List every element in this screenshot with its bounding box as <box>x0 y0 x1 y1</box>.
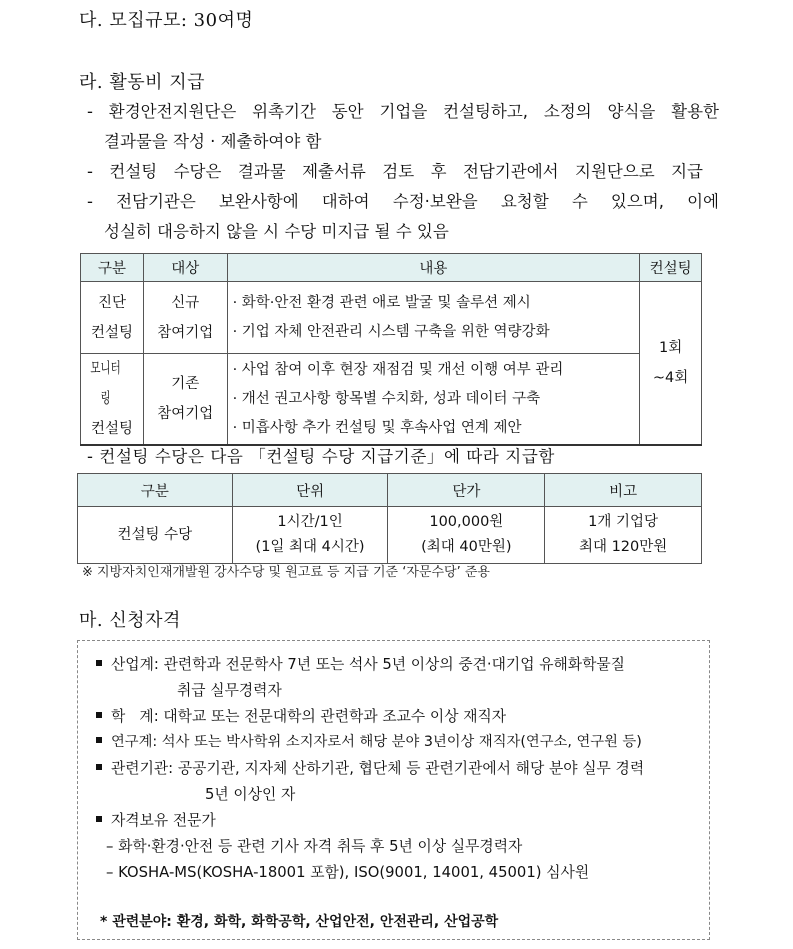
content-item: · 기업 자체 안전관리 시스템 구축을 위한 역량강화 <box>232 323 550 340</box>
content-item: · 화학·안전 환경 관련 애로 발굴 및 솔루션 제시 <box>232 294 531 311</box>
section-ra-title: 라. 활동비 지급 <box>79 72 205 93</box>
eligibility-item-institution-cont: 5년 이상인 자 <box>205 786 296 803</box>
frequency-line2: ~4회 <box>652 370 689 386</box>
type-line2: 컨설팅 <box>90 324 133 341</box>
header-frequency: 컨설팅 <box>640 254 702 282</box>
row-content <box>227 354 640 446</box>
fee-category: 컨설팅 수당 <box>78 507 233 564</box>
consulting-table <box>80 253 702 446</box>
type-line1: 모니터링 <box>90 361 121 407</box>
row-target <box>143 282 227 354</box>
fee-unit <box>232 507 388 564</box>
header-unit: 단위 <box>232 474 388 507</box>
content-item: · 미흡사항 추가 컨설팅 및 후속사업 연계 제안 <box>232 419 522 436</box>
price-line1: 100,000원 <box>429 514 504 530</box>
eligibility-box <box>77 640 710 940</box>
eligibility-item-industry-cont: 취급 실무경력자 <box>177 682 282 699</box>
item-text: 연구계: 석사 또는 박사학위 소지자로서 해당 분야 3년이상 재직자(연구소, 연구원 등) <box>111 734 642 750</box>
section-ma-title: 마. 신청자격 <box>79 610 181 631</box>
row-content <box>227 282 640 354</box>
type-line2: 컨설팅 <box>90 421 133 437</box>
target-line1: 기존 <box>171 376 200 392</box>
fee-intro: - 컨설팅 수당은 다음 「컨설팅 수당 지급기준」에 따라 지급함 <box>87 447 555 466</box>
fee-table <box>77 473 702 564</box>
bullet-1-line2: 결과물을 작성 · 제출하여야 함 <box>104 132 322 151</box>
header-price: 단가 <box>388 474 545 507</box>
header-note: 비고 <box>545 474 702 507</box>
bullet-2-line1: - 컨설팅 수당은 결과물 제출서류 검토 후 전담기관에서 지원단으로 지급 <box>87 162 703 181</box>
related-fields: * 관련분야: 환경, 화학, 화학공학, 산업안전, 안전관리, 산업공학 <box>100 914 499 930</box>
fee-note <box>545 507 702 564</box>
bullet-3-line2: 성실히 대응하지 않을 시 수당 미지급 될 수 있음 <box>104 222 449 241</box>
note-line1: 1개 기업당 <box>588 514 659 530</box>
item-text: 학 계: 대학교 또는 전문대학의 관련학과 조교수 이상 재직자 <box>111 708 507 725</box>
certified-sub-item: – KOSHA-MS(KOSHA-18001 포함), ISO(9001, 14001, 45001) 심사원 <box>106 864 590 881</box>
frequency-cell <box>640 282 702 446</box>
note-line2: 최대 120만원 <box>578 539 668 555</box>
consulting-table-header <box>81 254 702 282</box>
square-bullet-icon <box>96 737 102 743</box>
eligibility-item-academia <box>96 705 506 726</box>
table-row <box>81 282 702 354</box>
header-category: 구분 <box>81 254 144 282</box>
eligibility-item-certified <box>96 809 216 830</box>
row-target <box>143 354 227 446</box>
frequency-line1: 1회 <box>658 340 683 356</box>
price-line2: (최대 40만원) <box>421 539 512 555</box>
fee-price <box>388 507 545 564</box>
table-row <box>78 507 702 564</box>
item-text: 관련기관: 공공기관, 지자체 산하기관, 협단체 등 관련기관에서 해당 분야 실무 경력 <box>111 760 645 777</box>
content-item: · 개선 권고사항 항목별 수치화, 성과 데이터 구축 <box>232 390 541 407</box>
target-line2: 참여기업 <box>157 406 214 422</box>
header-category: 구분 <box>78 474 233 507</box>
eligibility-item-institution <box>96 757 644 778</box>
type-line1: 진단 <box>97 294 126 311</box>
content-item: · 사업 참여 이후 현장 재점검 및 개선 이행 여부 관리 <box>232 361 564 378</box>
section-da-title: 다. 모집규모: 30여명 <box>79 10 254 31</box>
square-bullet-icon <box>96 816 102 822</box>
square-bullet-icon <box>96 712 102 718</box>
row-type <box>81 354 144 446</box>
unit-line2: (1일 최대 4시간) <box>255 539 365 555</box>
bullet-1-line1: - 환경안전지원단은 위촉기간 동안 기업을 컨설팅하고, 소정의 양식을 활용한 <box>87 102 719 121</box>
unit-line1: 1시간/1인 <box>277 514 343 530</box>
row-type <box>81 282 144 354</box>
header-target: 대상 <box>143 254 227 282</box>
square-bullet-icon <box>96 764 102 770</box>
table-row <box>81 354 702 446</box>
fee-footnote: ※ 지방자치인재개발원 강사수당 및 원고료 등 지급 기준 ‘자문수당’ 준용 <box>82 565 490 580</box>
item-text: 자격보유 전문가 <box>111 812 216 829</box>
eligibility-item-research <box>96 731 642 751</box>
target-line1: 신규 <box>171 294 200 311</box>
square-bullet-icon <box>96 660 102 666</box>
certified-sub-item: – 화학·환경·안전 등 관련 기사 자격 취득 후 5년 이상 실무경력자 <box>106 838 523 855</box>
eligibility-item-industry <box>96 653 625 674</box>
fee-table-header <box>78 474 702 507</box>
item-text: 산업계: 관련학과 전문학사 7년 또는 석사 5년 이상의 중견·대기업 유해화학물질 <box>111 656 625 673</box>
target-line2: 참여기업 <box>157 324 214 341</box>
bullet-3-line1: - 전담기관은 보완사항에 대하여 수정·보완을 요청할 수 있으며, 이에 <box>87 192 719 211</box>
header-content: 내용 <box>227 254 640 282</box>
